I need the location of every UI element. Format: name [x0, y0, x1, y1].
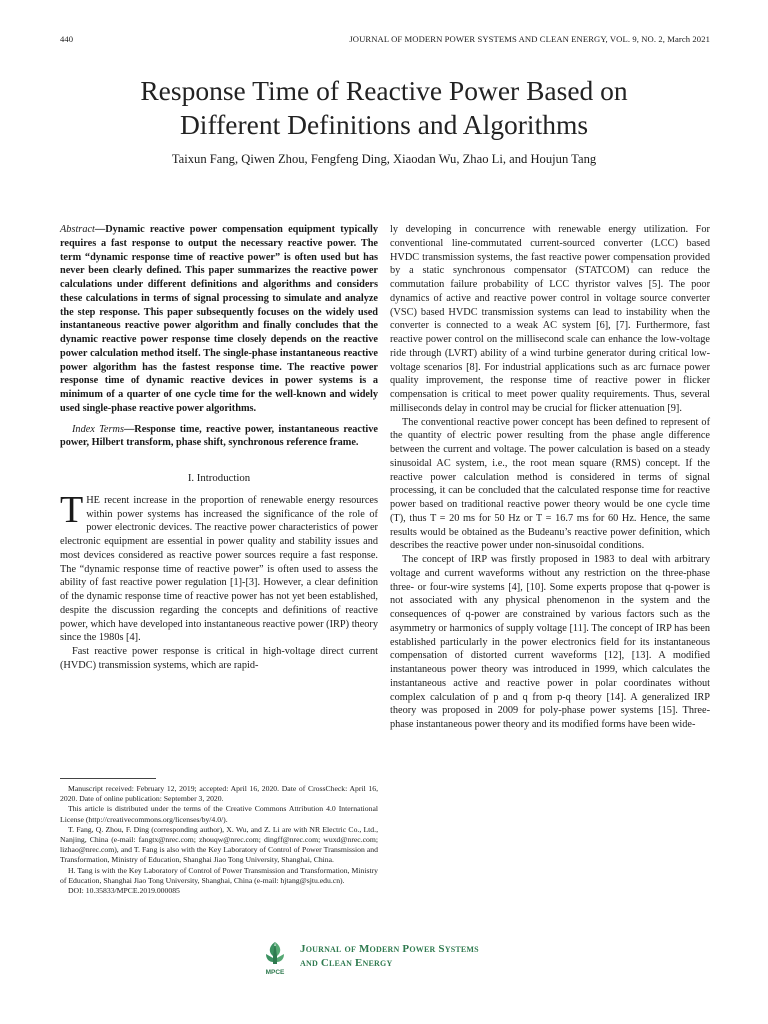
- section-heading: I. Introduction: [187, 472, 251, 484]
- index-terms: [60, 423, 378, 451]
- title-line-2: Different Definitions and Algorithms: [179, 109, 589, 140]
- index-terms-label: Index Terms: [72, 423, 124, 435]
- page-number: 440: [60, 34, 74, 44]
- title-line-1: Response Time of Reactive Power Based on: [140, 75, 628, 106]
- right-column: [390, 223, 710, 732]
- journal-line: JOURNAL OF MODERN POWER SYSTEMS AND CLEAN ENERGY, VOL. 9, NO. 2, March 2021: [349, 34, 710, 44]
- intro-paragraph-2: Fast reactive power response is critical in high-voltage direct current (HVDC) transmission systems, which are rapid-: [60, 646, 378, 671]
- logo-line-1: Journal of Modern Power Systems: [300, 943, 479, 955]
- intro-paragraph-1: [60, 488, 378, 645]
- logo-line-2: and Clean Energy: [300, 957, 393, 969]
- intro-paragraph-1-text: HE recent increase in the proportion of renewable energy resources within power systems has increased the significance of the role of power electronic devices. The reactive power characteristics of power electronic equipment are essential in power quality and stability issues and most devices considered as reactive power sources require a fast response. The “dynamic response time of reactive power” is often used to assess the ability of fast reactive power regulation [1]-[3]. However, a clear definition of the dynamic response time of reactive power has not yet been established, despite the discussion regarding the concepts and definitions of reactive power, which have developed into instantaneous reactive power (IRP) theory since the 1980s [4].: [60, 494, 378, 644]
- logo-mark-text: MPCE: [265, 969, 285, 976]
- abstract-text: —Dynamic reactive power compensation equipment typically requires a fast response to output the necessary reactive power. The term “dynamic response time of reactive power” is often used but has never been clearly defined. This paper summarizes the reactive power calculations under different definitions and algorithms and considers these calculations in terms of signal processing to simulate and analyze the step response. This paper subsequently focuses on the widely used instantaneous reactive power algorithm and finally concludes that the dynamic reactive power response time closely depends on the reactive power calculation method itself. The single-phase instantaneous reactive power algorithm has the fastest response time. The reactive power response time of dynamic reactive devices in power systems is a minimum of a quarter of one cycle time for the well-known and widely used single-phase reactive power algorithms.: [60, 224, 378, 414]
- left-column: [60, 223, 378, 673]
- journal-logo-icon: [262, 940, 288, 976]
- right-paragraph-2: The conventional reactive power concept has been defined to represent of the quantity of electric power resulting from the phase angle difference between the current and voltage. The power calculation is based on a steady sinusoidal AC system, i.e., the root mean square (RMS) concept. If the reactive power calculation method is considered in terms of signal processing, it can be concluded that the calculated response time for reactive power based on traditional reactive power theory would be one cycle time (T), thus T = 20 ms for 50 Hz or T = 16.7 ms for 60 Hz. Hence, the same results would be obtained as the Budeanu’s reactive power definition, which describes the reactive power under non-sinusoidal conditions.: [390, 416, 710, 552]
- author-list: Taixun Fang, Qiwen Zhou, Fengfeng Ding, Xiaodan Wu, Zhao Li, and Houjun Tang: [171, 152, 597, 166]
- footnotes: [60, 784, 378, 896]
- right-paragraph-1: ly developing in concurrence with renewable energy utilization. For conventional line-commutated current-sourced converter (LCC) based HVDC transmission systems, the fast reactive power compensation provided by a static synchronous compensator (STATCOM) can reduce the commutation failure probability of LCC thyristor valves [5]. The poor dynamics of active and reactive power control in voltage source converter (VSC) based HVDC transmission systems can lead to instability when the converter is connected to a weak AC system [6], [7]. Furthermore, fast reactive power control on the millisecond scale can enhance the low-voltage ride through (LVRT) ability of a wind turbine generator during critical low-voltage scenarios [8]. For industrial applications such as arc furnace power quality improvement, the response time of reactive power in flicker compensation is critical to meet power quality requirements. Thus, several milliseconds delay in control may be crucial for flicker attenuation [9].: [390, 224, 710, 414]
- abstract-label: Abstract: [60, 224, 95, 235]
- abstract: [60, 223, 378, 416]
- footnote-rule: [60, 778, 156, 779]
- running-header: [60, 34, 710, 48]
- footnote-affiliation-1: T. Fang, Q. Zhou, F. Ding (corresponding author), X. Wu, and Z. Li are with NR Electric Co., Ltd., Nanjing, China (e-mail: fangtx@nrec.com; zhouqw@nrec.com; dingff@nrec.com; wuxd@nrec.com; lizhao@nrec.com), and T. Fang is also with the Key Laboratory of Control of Power Transmission and Transformation, Ministry of Education, Shanghai Jiao Tong University, Shanghai, China.: [60, 824, 378, 865]
- footnote-received: Manuscript received: February 12, 2019; accepted: April 16, 2020. Date of CrossCheck: April 16, 2020. Date of online publication: September 3, 2020.: [60, 784, 378, 804]
- right-paragraph-3: The concept of IRP was firstly proposed in 1983 to deal with arbitrary voltage and current waveforms without any restriction on the three-phase three- or four-wire systems [4], [10]. Some experts propose that q-power is not associated with any physical phenomenon in the system and the consequences of q-power are constrained by various factors such as the asymmetry or harmonics of supply voltage [11]. The concept of IRP has been established particularly in the power electronics field for its instantaneous compensation of distorted current waveforms [12], [13]. A modified instantaneous power theory was introduced in 1999, which calculates the instantaneous active and reactive power in polar coordinates without complex calculation of p and q from p-q theory [14]. A generalized IRP theory was proposed in 2009 for poly-phase power systems [15]. Three-phase instantaneous power theory and its modified forms have been wide-: [390, 554, 710, 730]
- paper-title: [40, 74, 728, 142]
- drop-cap: T: [60, 488, 84, 531]
- footnote-license: This article is distributed under the terms of the Creative Commons Attribution 4.0 International License (http://creativecommons.org/licenses/by/4.0/).: [60, 804, 378, 824]
- footnote-affiliation-2: H. Tang is with the Key Laboratory of Control of Power Transmission and Transformation, Ministry of Education, Shanghai Jiao Tong University, Shanghai, China (e-mail: hjtang@sjtu.edu.cn).: [60, 865, 378, 885]
- footnote-doi: DOI: 10.35833/MPCE.2019.000085: [68, 886, 180, 896]
- index-terms-text: —Response time, reactive power, instantaneous reactive power, Hilbert transform, phase shift, synchronous reference frame.: [60, 423, 378, 449]
